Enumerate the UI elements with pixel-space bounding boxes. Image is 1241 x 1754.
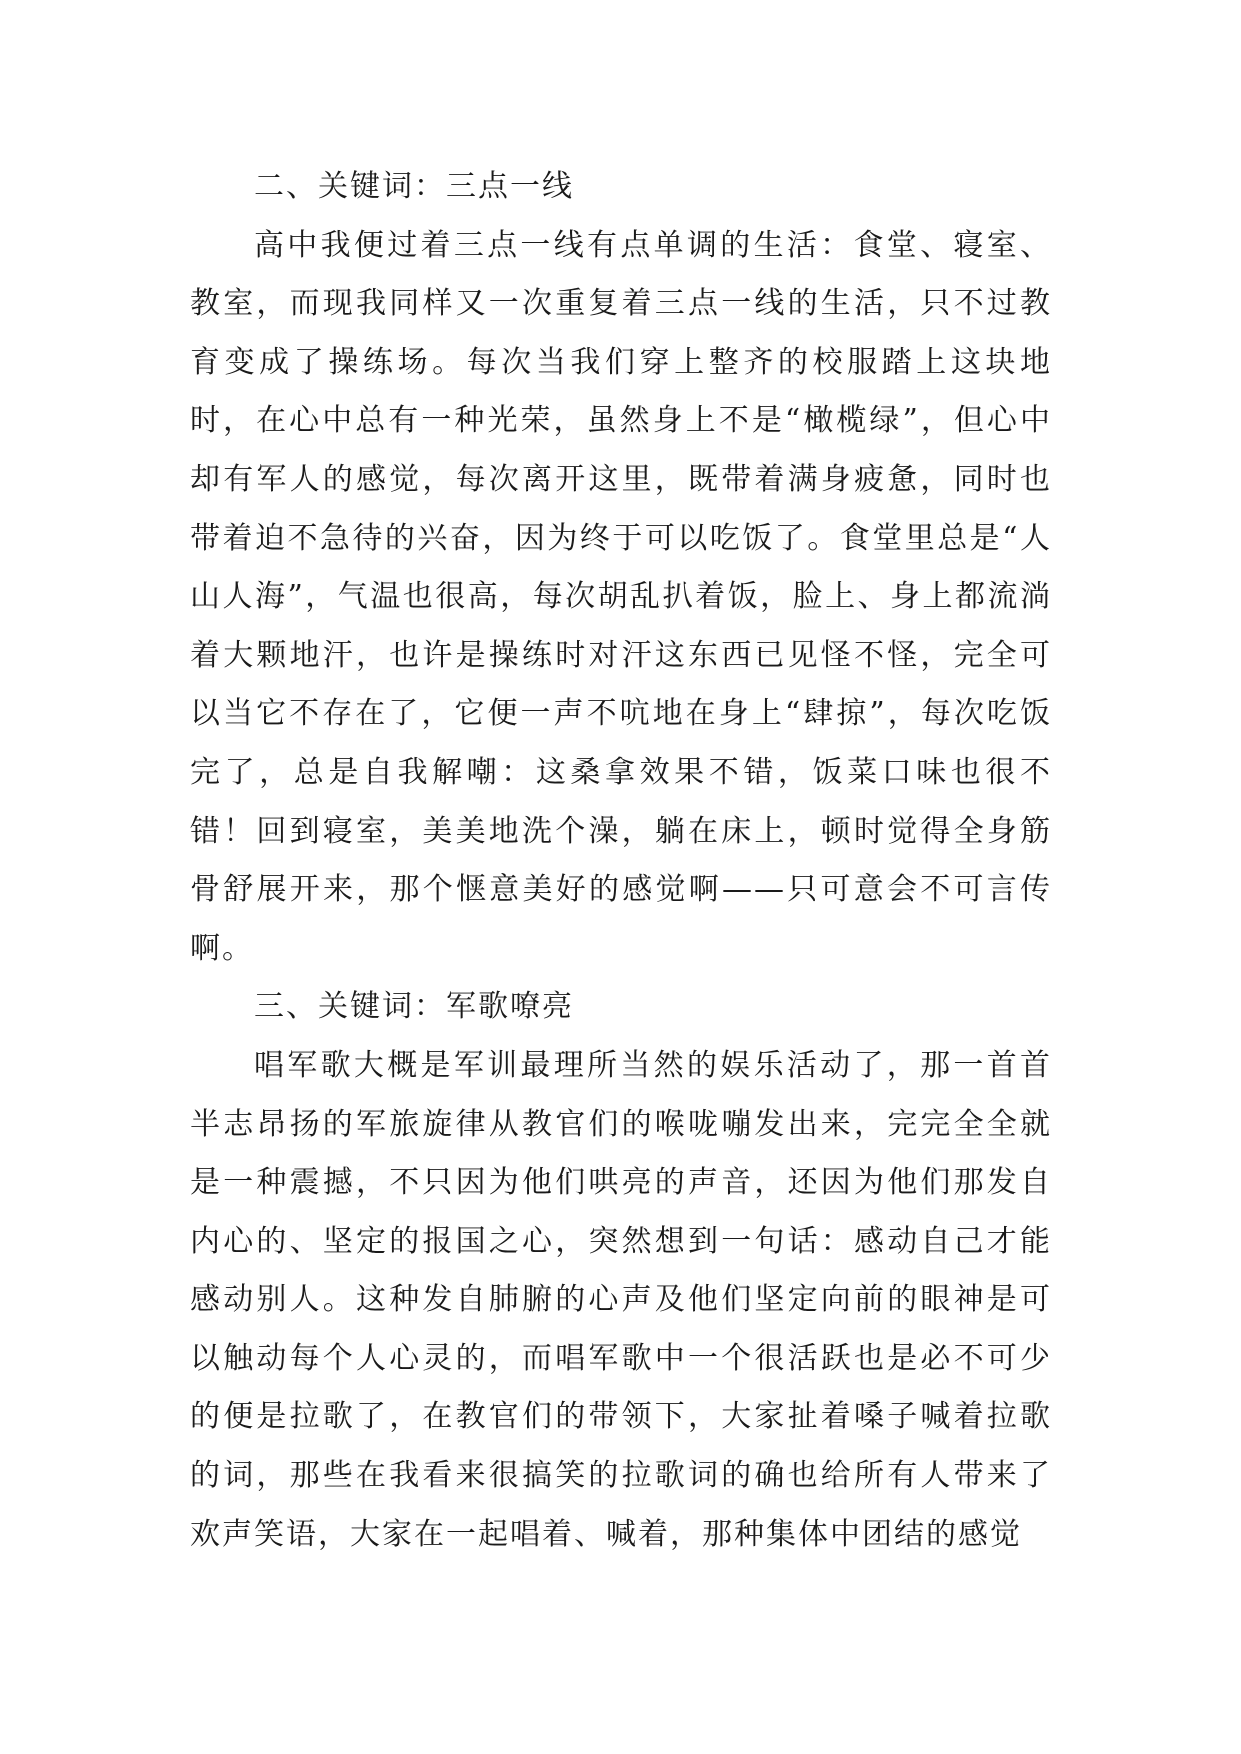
section-heading: 三、关键词：军歌嘹亮 <box>254 989 574 1025</box>
section-paragraph: 高中我便过着三点一线有点单调的生活：食堂、寝室、教室，而现我同样又一次重复着三点一线的生活，只不过教育变成了操练场。每次当我们穿上整齐的校服踏上这块地时，在心中总有一种光荣，虽然身上不是“橄榄绿”，但心中却有军人的感觉，每次离开这里，既带着满身疲惫，同时也带着迫不急待的兴奋，因为终于可以吃饭了。食堂里总是“人山人海”，气温也很高，每次胡乱扒着饭，脸上、身上都流淌着大颗地汗，也许是操练时对汗这东西已见怪不怪，完全可以当它不存在了，它便一声不吭地在身上“肆掠”，每次吃饭完了，总是自我解嘲：这桑拿效果不错，饭菜口味也很不错！回到寝室，美美地洗个澡，躺在床上，顿时觉得全身筋骨舒展开来，那个惬意美好的感觉啊——只可意会不可言传啊。 <box>190 227 1052 966</box>
document-body <box>190 158 1052 1564</box>
section-heading: 二、关键词：三点一线 <box>254 169 574 204</box>
section-paragraph: 唱军歌大概是军训最理所当然的娱乐活动了，那一首首半志昂扬的军旅旋律从教官们的喉咙嘣发出来，完完全全就是一种震撼，不只因为他们哄亮的声音，还因为他们那发自内心的、坚定的报国之心，突然想到一句话：感动自己才能感动别人。这种发自肺腑的心声及他们坚定向前的眼神是可以触动每个人心灵的，而唱军歌中一个很活跃也是必不可少的便是拉歌了，在教官们的带领下，大家扯着嗓子喊着拉歌的词，那些在我看来很搞笑的拉歌词的确也给所有人带来了欢声笑语，大家在一起唱着、喊着，那种集体中团结的感觉 <box>190 1047 1052 1552</box>
